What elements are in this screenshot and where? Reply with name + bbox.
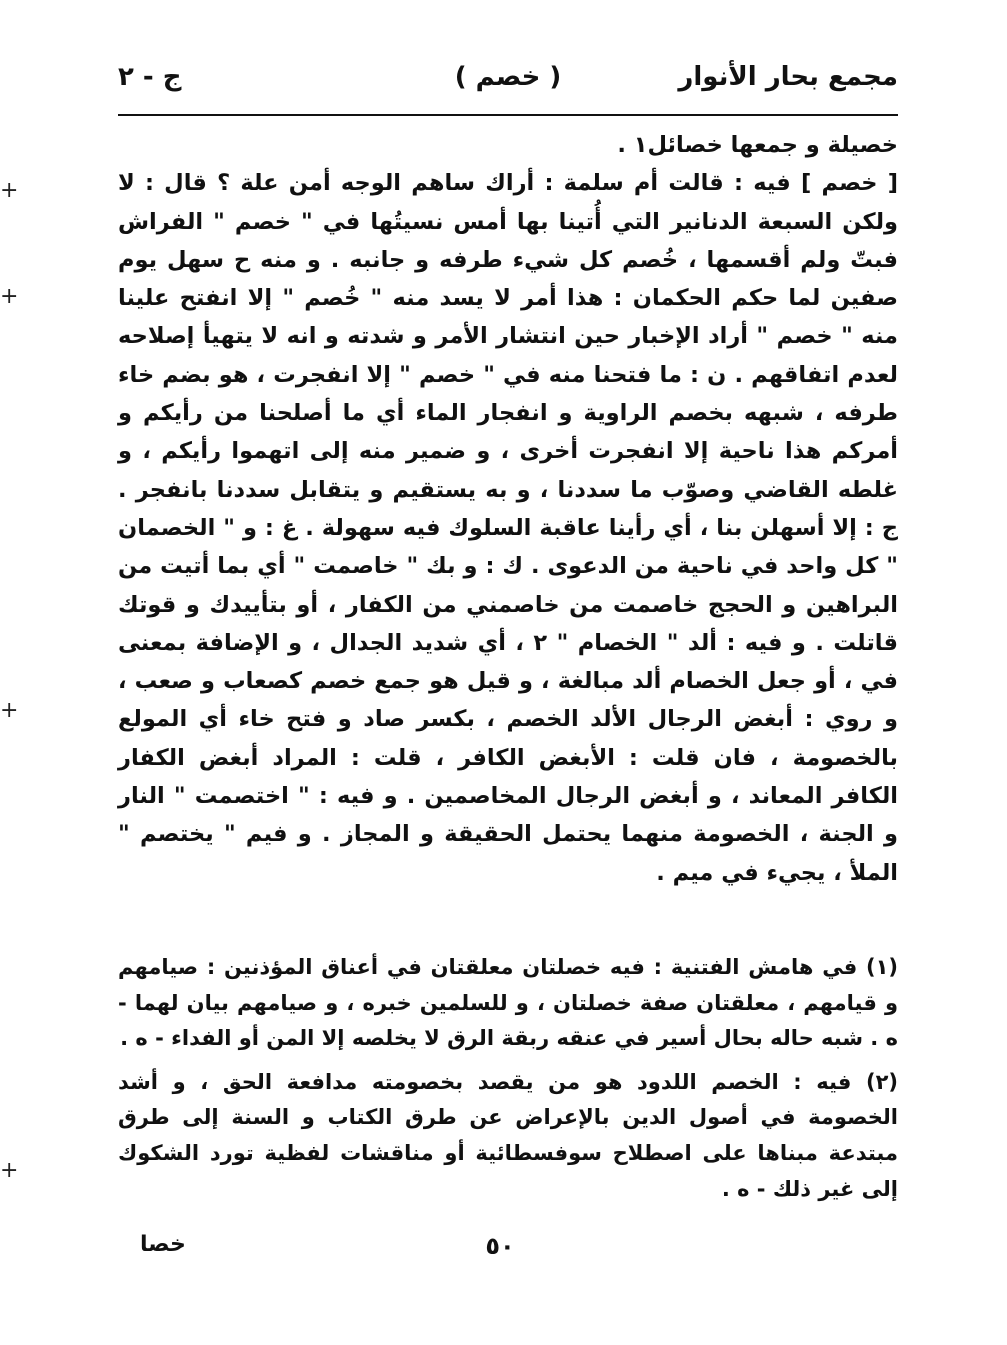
running-header bbox=[118, 62, 898, 106]
volume-label: ج - ٢ bbox=[118, 62, 182, 92]
paragraph: [ خصم ] فيه : قالت أم سلمة : أراك ساهم الوجه أمن علة ؟ قال : لا ولكن السبعة الدنانير التي أُتينا بها أمس نسيتُها في " خصم " الفراش فبتّ ولم أقسمها ، خُصم كل شيء طرفه و جانبه . و منه ح سهل يوم صفين لما حكم الحكمان : هذا أمر لا يسد منه " خُصم " إلا انفتح علينا منه " خصم " أراد الإخبار حين انتشار الأمر و شدته و انه لا يتهيأ إصلاحه لعدم اتفاقهم . ن : ما فتحنا منه في " خصم " إلا انفجرت ، هو بضم خاء طرفه ، شبهه بخصم الراوية و انفجار الماء أي ما أصلحنا من رأيكم و أمركم هذا ناحية إلا انفجرت أخرى ، و ضمير منه إلى اتهموا رأيكم ، و غلطه القاضي وصوّب ما سددنا ، و به يستقيم و يتقابل سددنا بانفجر . ج : إلا أسهلن بنا ، أي رأينا عاقبة السلوك فيه سهولة . غ : و " الخصمان " كل واحد في ناحية من الدعوى . ك : و بك " خاصمت " أي بما أتيت من البراهين و الحجج خاصمت من خاصمني من الكفار ، أو بتأييدك و قوتك قاتلت . و فيه : ألد " الخصام " ٢ ، أي شديد الجدال ، و الإضافة بمعنى في ، أو جعل الخصام ألد مبالغة ، و قيل هو جمع خصم كصعاب و صعب ، و روي : أبغض الرجال الألد الخصم ، بكسر صاد و فتح خاء أي المولع بالخصومة ، فان قلت : الأبغض الكافر ، قلت : المراد أبغض الكفار الكافر المعاند ، و أبغض الرجال المخاصمين . و فيه : " اختصمت " النار و الجنة ، الخصومة منهما يحتمل الحقيقة و المجاز . و فيم " يختصم " الملأ ، يجيء في ميم . bbox=[118, 170, 898, 886]
header-rule bbox=[118, 114, 898, 116]
registration-mark-icon: + bbox=[0, 284, 19, 309]
page-number: ٥٠ bbox=[485, 1232, 515, 1260]
main-text bbox=[118, 126, 898, 892]
footnotes bbox=[118, 950, 898, 1207]
footnote: (١) في هامش الفتنية : فيه خصلتان معلقتان في أعناق المؤذنين : صيامهم و قيامهم ، معلقتان صفة خصلتان ، و للسلمين خبره ، و صيامهم بيان لهما - ه . شبه حاله بحال أسير في عنقه ربقة الرق لا يخلصه إلا المن أو الفداء - ه . bbox=[118, 955, 898, 1051]
catchword: خصا bbox=[140, 1232, 186, 1257]
paragraph: خصيلة و جمعها خصائل١ . bbox=[617, 132, 898, 158]
registration-mark-icon: + bbox=[0, 1158, 19, 1183]
registration-mark-icon: + bbox=[0, 178, 19, 203]
book-title: مجمع بحار الأنوار bbox=[678, 62, 898, 92]
entry-word: ( خصم ) bbox=[454, 62, 562, 92]
registration-mark-icon: + bbox=[0, 698, 19, 723]
footnote: (٢) فيه : الخصم اللدود هو من يقصد بخصومته مدافعة الحق ، و أشد الخصومة في أصول الدين بالإعراض عن طرق الكتاب و السنة إلى طرق مبتدعة مبناها على اصطلاح سوفسطائية أو مناقشات لفظية تورد الشكوك إلى غير ذلك - ه . bbox=[118, 1069, 898, 1201]
